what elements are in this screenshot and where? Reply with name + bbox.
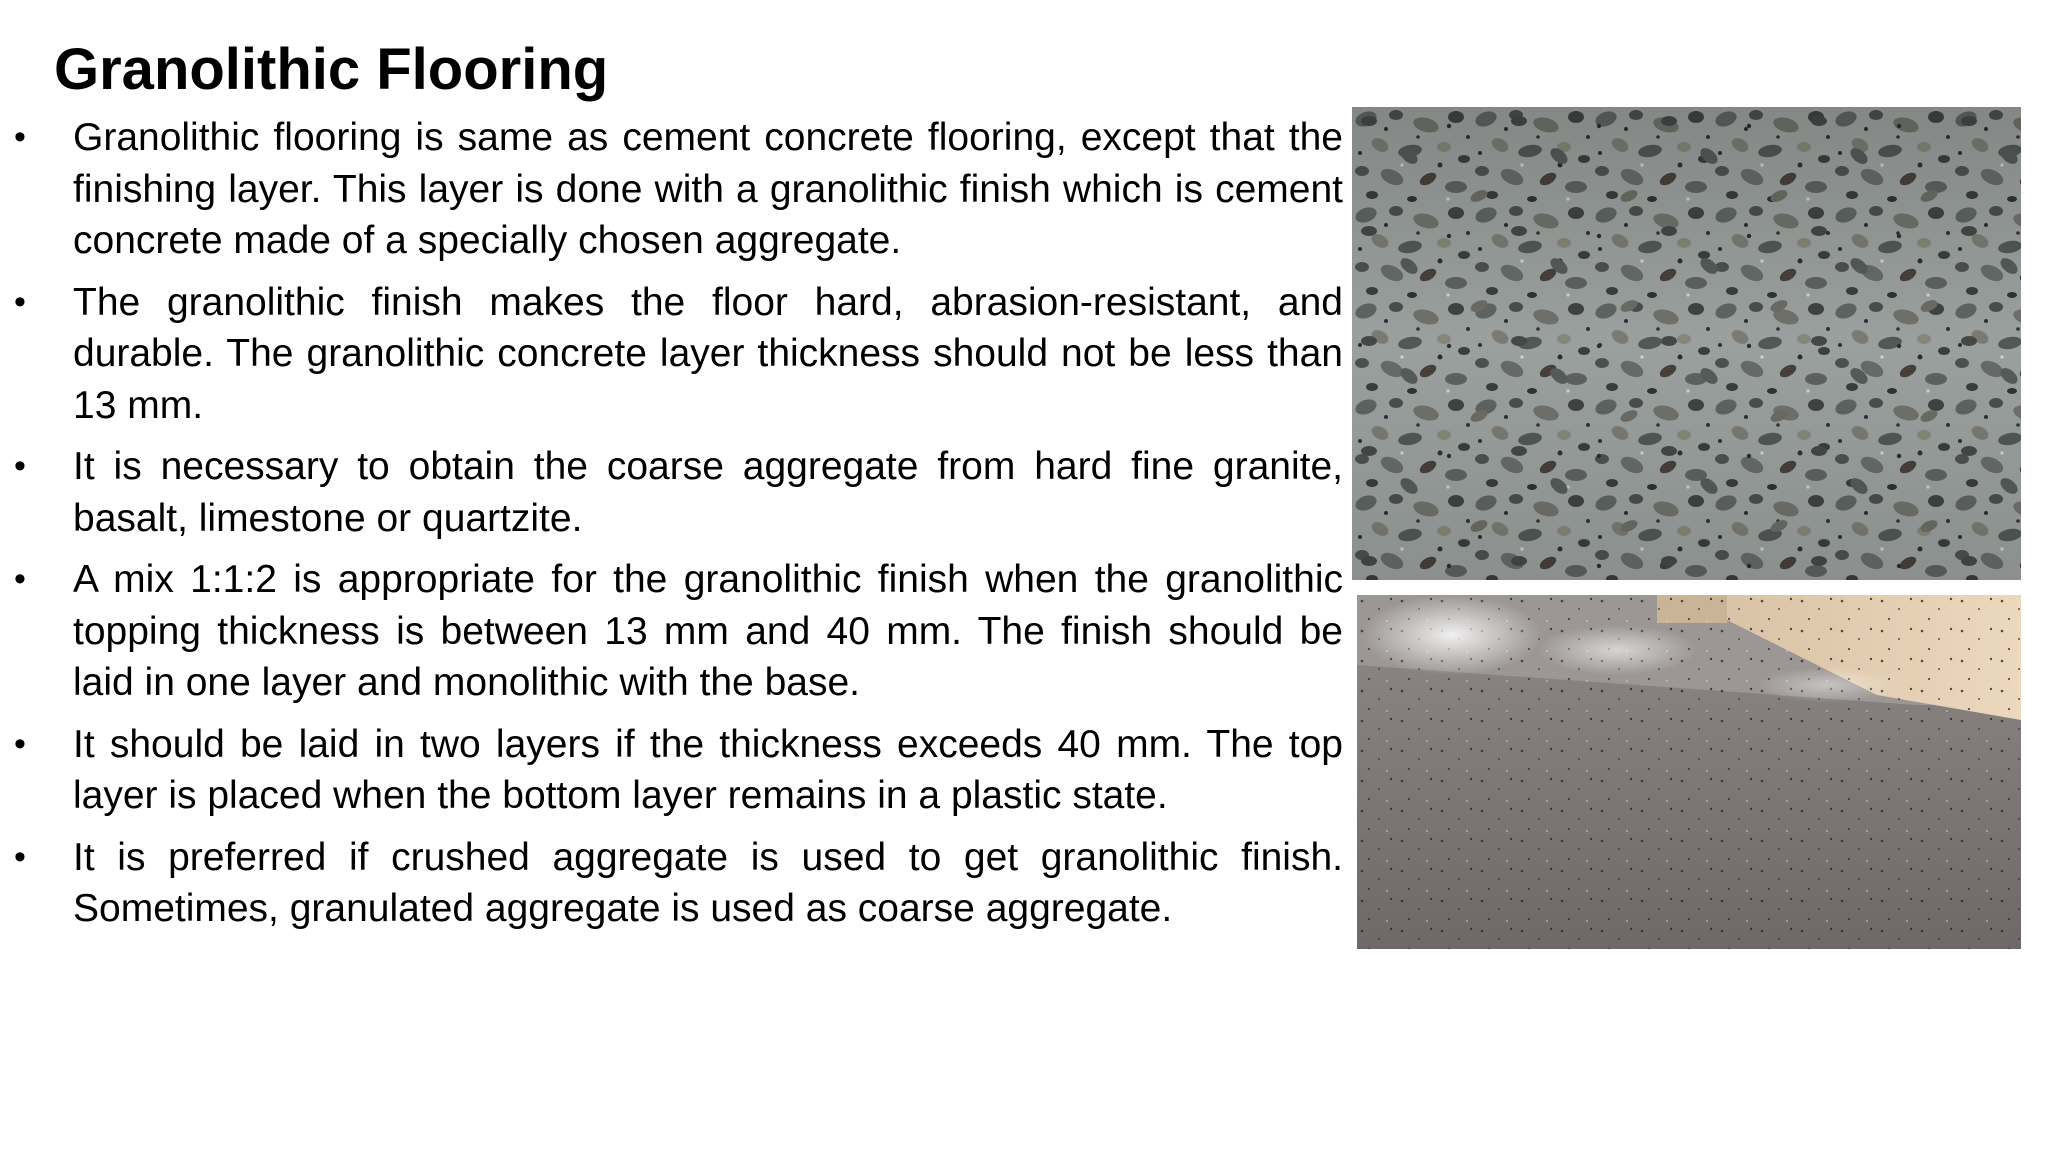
bullet-text: It is necessary to obtain the coarse aggregate from hard fine granite, basalt, limestone or quartzite. bbox=[73, 445, 1343, 540]
terrazzo-closeup-image bbox=[1352, 107, 2021, 580]
bullet-text: It should be laid in two layers if the thickness exceeds 40 mm. The top layer is placed when the bottom layer remains in a plastic state. bbox=[73, 722, 1343, 817]
bullet-item bbox=[0, 719, 1343, 822]
bullet-icon: • bbox=[14, 837, 26, 876]
slide-title: Granolithic Flooring bbox=[54, 37, 609, 102]
bullet-text: Granolithic flooring is same as cement concrete flooring, except that the finishing layer. This layer is done with a granolithic finish which is cement concrete made of a specially chosen aggregate. bbox=[73, 116, 1343, 262]
terrazzo-closeup-svg bbox=[1352, 107, 2021, 580]
bullet-icon: • bbox=[14, 724, 26, 763]
bullet-item bbox=[0, 277, 1343, 432]
bullet-item bbox=[0, 441, 1343, 544]
bullet-text: The granolithic finish makes the floor hard, abrasion-resistant, and durable. The granolithic concrete layer thickness should not be less than 13 mm. bbox=[73, 280, 1343, 427]
bullet-list bbox=[0, 112, 1343, 945]
bullet-icon: • bbox=[14, 447, 26, 485]
bullet-item bbox=[0, 112, 1343, 267]
bullet-text: A mix 1:1:2 is appropriate for the granolithic finish when the granolithic topping thickness is between 13 mm and 40 mm. The finish should be laid in one layer and monolithic with the base. bbox=[73, 558, 1343, 704]
bullet-item bbox=[0, 832, 1343, 935]
polished-floor-svg bbox=[1357, 595, 2021, 949]
bullet-icon: • bbox=[14, 560, 26, 598]
bullet-text: It is preferred if crushed aggregate is used to get granolithic finish. Sometimes, granulated aggregate is used as coarse aggregate. bbox=[73, 835, 1343, 930]
polished-floor-image bbox=[1357, 595, 2021, 949]
bullet-item bbox=[0, 554, 1343, 709]
bullet-icon: • bbox=[14, 282, 26, 321]
bullet-icon: • bbox=[14, 118, 26, 156]
